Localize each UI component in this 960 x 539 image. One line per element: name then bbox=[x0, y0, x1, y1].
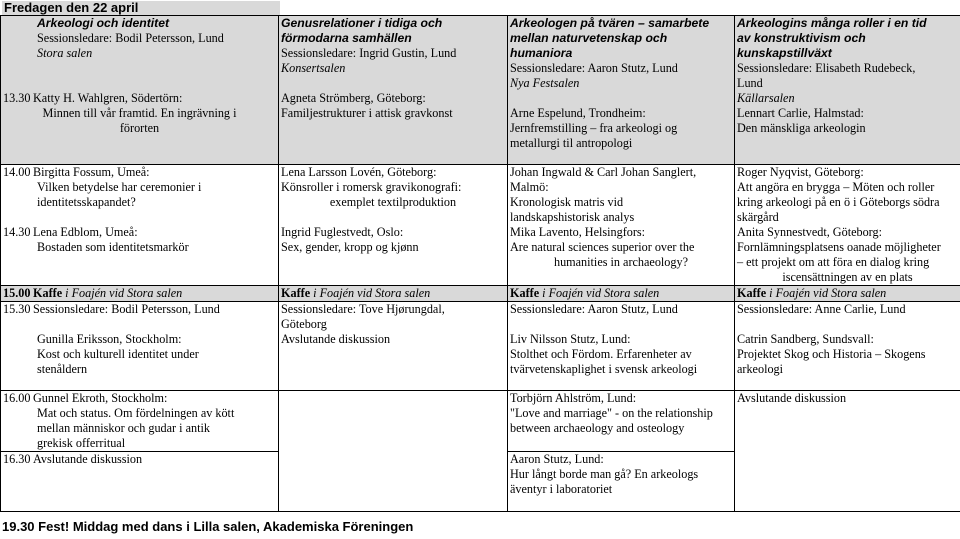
session2-row bbox=[1, 302, 960, 391]
session-chair: Sessionsledare: Anne Carlie, Lund bbox=[737, 302, 906, 316]
talks-row bbox=[1, 165, 960, 286]
coffee-col2: Kaffe i Foajén vid Stora salen bbox=[279, 286, 508, 302]
talk-speaker: Arne Espelund, Trondheim: bbox=[510, 106, 646, 120]
session-room: Stora salen bbox=[37, 46, 93, 60]
session2-col2: Sessionsledare: Tove Hjørungdal, Göteborg Avslutande diskussion bbox=[279, 302, 508, 391]
talk-speaker: Torbjörn Ahlström, Lund: bbox=[510, 391, 637, 405]
session-gender: Genusrelationer i tidiga och förmodarna samhällen Sessionsledare: Ingrid Gustin, Lund Konsertsalen Agneta Strömberg, Göteborg: Familjestrukturer i attisk gravkonst bbox=[279, 16, 508, 165]
coffee-col3: Kaffe i Foajén vid Stora salen bbox=[508, 286, 735, 302]
closing-col1: 16.30 Avslutande diskussion bbox=[1, 452, 279, 512]
closing-discussion: Avslutande diskussion bbox=[281, 332, 391, 346]
talk: 13.30 Katty H. Wahlgren, Södertörn: bbox=[3, 91, 183, 105]
session2-col4: Sessionsledare: Anne Carlie, Lund Catrin Sandberg, Sundsvall: Projektet Skog och Historia – Skogens arkeologi bbox=[735, 302, 960, 391]
talk-speaker: Aaron Stutz, Lund: bbox=[510, 452, 604, 466]
talk: 16.00 Gunnel Ekroth, Stockholm: bbox=[3, 391, 168, 405]
talk: 14.30 Lena Edblom, Umeå: bbox=[3, 225, 138, 239]
talk-title: Jernfremstilling – fra arkeologi og bbox=[510, 121, 678, 135]
session2-col3: Sessionsledare: Aaron Stutz, Lund Liv Nilsson Stutz, Lund: Stolthet och Fördom. Erfarenheter av tvärvetenskaplighet i svensk arkeologi bbox=[508, 302, 735, 391]
coffee-col1: 15.00 Kaffe i Foajén vid Stora salen bbox=[1, 286, 279, 302]
session-room: Konsertsalen bbox=[281, 61, 346, 75]
talk-speaker: Johan Ingwald & Carl Johan Sanglert, bbox=[510, 165, 697, 179]
session-title: Arkeologins många roller i en tid bbox=[737, 16, 927, 30]
page-title: Fredagen den 22 april bbox=[2, 1, 280, 15]
talk-speaker: Anita Synnestvedt, Göteborg: bbox=[737, 225, 882, 239]
session-title: Arkeologen på tvären – samarbete bbox=[510, 16, 710, 30]
talks-16-row bbox=[1, 391, 960, 452]
session-chair: Sessionsledare: Aaron Stutz, Lund bbox=[510, 61, 678, 75]
talk-title: Den mänskliga arkeologin bbox=[737, 121, 866, 135]
talk-speaker: Lena Larsson Lovén, Göteborg: bbox=[281, 165, 437, 179]
talks-16-col4 bbox=[735, 391, 960, 512]
session2-col1: 15.30 Sessionsledare: Bodil Petersson, Lund Gunilla Eriksson, Stockholm: Kost och kulturell identitet under stenåldern bbox=[1, 302, 279, 391]
talks-col2: Lena Larsson Lovén, Göteborg: Könsroller i romersk gravikonografi: exemplet textilproduktion Ingrid Fuglestvedt, Oslo: Sex, gender, kropp og kjønn bbox=[279, 165, 508, 286]
session-chair: Sessionsledare: Bodil Petersson, Lund bbox=[37, 31, 224, 45]
talk-speaker: Lennart Carlie, Halmstad: bbox=[737, 106, 864, 120]
session-interdisciplinary: Arkeologen på tvären – samarbete mellan naturvetenskap och humaniora Sessionsledare: Aaron Stutz, Lund Nya Festsalen Arne Espelund, Trondheim: Jernfremstilling – fra arkeologi og metallurgi til antropologi bbox=[508, 16, 735, 165]
session-chair: Sessionsledare: Tove Hjørungdal, bbox=[281, 302, 445, 316]
session-identity: Arkeologi och identitet Sessionsledare: Bodil Petersson, Lund Stora salen 13.30 Katty H. Wahlgren, Södertörn: Minnen till vår framtid. En ingrävning i förorten bbox=[1, 16, 279, 165]
talks-col3: Johan Ingwald & Carl Johan Sanglert, Malmö: Kronologisk matris vid landskapshistorisk analys Mika Lavento, Helsingfors: Are natural sciences superior over the humanities in archaeology? bbox=[508, 165, 735, 286]
talk-speaker: Roger Nyqvist, Göteborg: bbox=[737, 165, 864, 179]
closing-discussion: Avslutande diskussion bbox=[737, 391, 847, 405]
talk-title: Familjestrukturer i attisk gravkonst bbox=[281, 106, 453, 120]
talks-16-col1: 16.00 Gunnel Ekroth, Stockholm: Mat och status. Om fördelningen av kött mellan människor och gudar i antik grekisk offerritual bbox=[1, 391, 279, 452]
session-room: Källarsalen bbox=[737, 91, 795, 105]
session-room: Nya Festsalen bbox=[510, 76, 580, 90]
session-chair: Sessionsledare: Ingrid Gustin, Lund bbox=[281, 46, 457, 60]
session-title: Arkeologi och identitet bbox=[37, 16, 170, 30]
talk: 14.00 Birgitta Fossum, Umeå: bbox=[3, 165, 150, 179]
coffee-col4: Kaffe i Foajén vid Stora salen bbox=[735, 286, 960, 302]
session-title: Genusrelationer i tidiga och bbox=[281, 16, 443, 30]
talk-speaker: Liv Nilsson Stutz, Lund: bbox=[510, 332, 631, 346]
talk-speaker: Gunilla Eriksson, Stockholm: bbox=[37, 332, 182, 346]
empty-cell bbox=[279, 391, 508, 512]
talk-speaker: Agneta Strömberg, Göteborg: bbox=[281, 91, 426, 105]
talks-col4: Roger Nyqvist, Göteborg: Att angöra en brygga – Möten och roller kring arkeologi på en ö i Göteborgs södra skärgård Anita Synnestvedt, Göteborg: Fornlämningsplatsens oanade möjligheter – ett projekt om att föra en dialog kring iscensättningen av en plats bbox=[735, 165, 960, 286]
talk-speaker: Ingrid Fuglestvedt, Oslo: bbox=[281, 225, 404, 239]
session-header-row bbox=[1, 16, 960, 165]
talk-speaker: Catrin Sandberg, Sundsvall: bbox=[737, 332, 874, 346]
coffee-row bbox=[1, 286, 960, 302]
talks-16-col3: Torbjörn Ahlström, Lund: "Love and marriage" - on the relationship between archaeology and osteology bbox=[508, 391, 735, 452]
closing-col3: Aaron Stutz, Lund: Hur långt borde man gå? En arkeologs äventyr i laboratoriet bbox=[508, 452, 735, 512]
evening-event: 19.30 Fest! Middag med dans i Lilla salen, Akademiska Föreningen bbox=[2, 519, 414, 534]
session-chair: Sessionsledare: Bodil Petersson, Lund bbox=[33, 302, 220, 316]
session-roles: Arkeologins många roller i en tid av konstruktivism och kunskapstillväxt Sessionsledare: Elisabeth Rudebeck, Lund Källarsalen Lennart Carlie, Halmstad: Den mänskliga arkeologin bbox=[735, 16, 960, 165]
session-chair: Sessionsledare: Elisabeth Rudebeck, bbox=[737, 61, 916, 75]
session-chair: Sessionsledare: Aaron Stutz, Lund bbox=[510, 302, 678, 316]
program-table bbox=[0, 15, 960, 512]
talk-speaker: Mika Lavento, Helsingfors: bbox=[510, 225, 646, 239]
closing-discussion: Avslutande diskussion bbox=[33, 452, 143, 466]
talks-col1: 14.00 Birgitta Fossum, Umeå: Vilken betydelse har ceremonier i identitetsskapandet? 14.30 Lena Edblom, Umeå: Bostaden som identitetsmarkör bbox=[1, 165, 279, 286]
